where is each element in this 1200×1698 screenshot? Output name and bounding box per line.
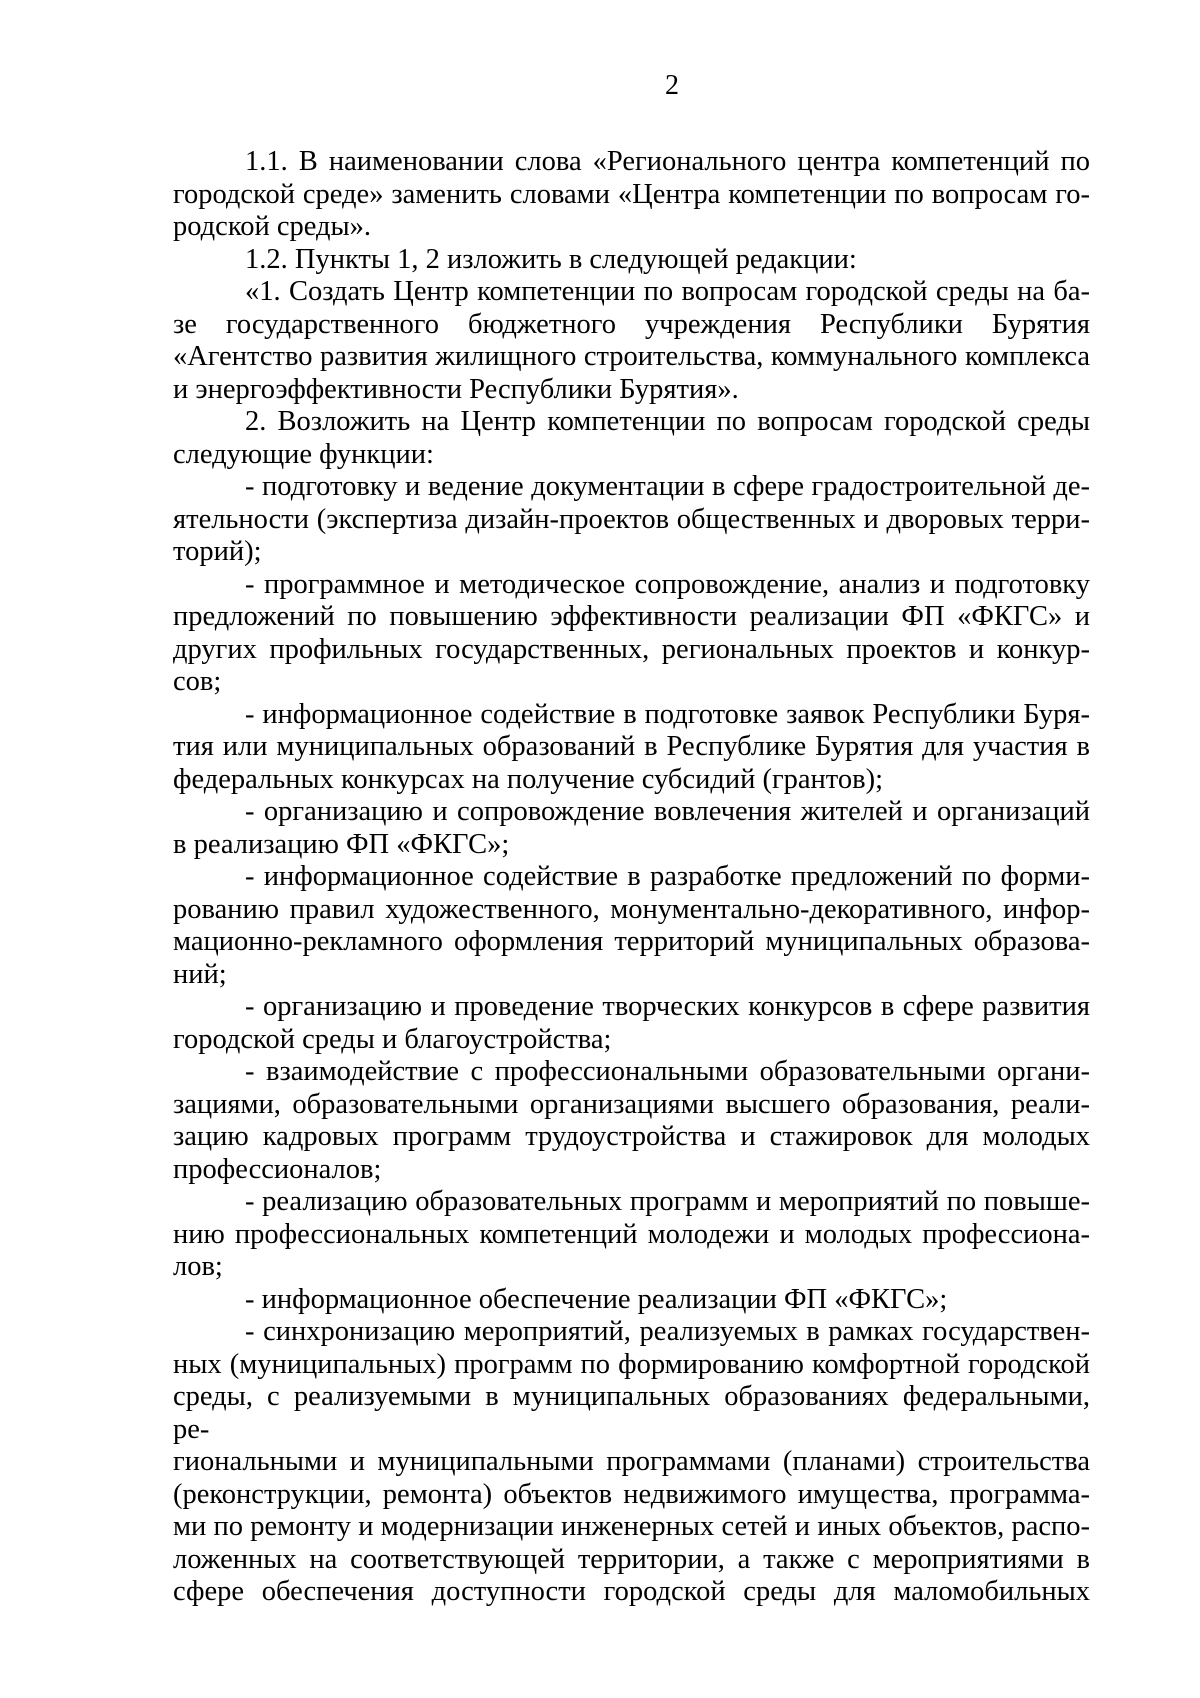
paragraph bbox=[173, 471, 1090, 569]
text-line: 1.1. В наименовании слова «Регионального центра компетенций по bbox=[245, 146, 1090, 177]
paragraph bbox=[173, 1316, 1090, 1609]
text-line: нию профессиональных компетенций молодежи и молодых профессиона- bbox=[173, 1218, 1090, 1250]
paragraph bbox=[173, 699, 1090, 797]
text-line: ятельности (экспертиза дизайн-проектов общественных и дворовых терри- bbox=[173, 503, 1090, 535]
document-body bbox=[173, 146, 1090, 1609]
text-line: - информационное содействие в подготовке заявок Республики Буря- bbox=[245, 698, 1090, 730]
paragraph bbox=[173, 861, 1090, 991]
paragraph bbox=[173, 244, 1090, 277]
paragraph bbox=[173, 146, 1090, 244]
paragraph bbox=[173, 1284, 1090, 1317]
text-line: ложенных на соответствующей территории, а также с мероприятиями в bbox=[173, 1543, 1090, 1575]
text-line: федеральных конкурсах на получение субсидий (грантов); bbox=[173, 763, 883, 795]
text-line: городской среды и благоустройства; bbox=[173, 1023, 612, 1055]
text-line: - информационное содействие в разработке предложений по форми- bbox=[245, 861, 1090, 892]
text-line: - программное и методическое сопровождение, анализ и подготовку bbox=[245, 568, 1090, 600]
text-line: лов; bbox=[173, 1251, 223, 1282]
text-line: (реконструкции, ремонта) объектов недвижимого имущества, программа- bbox=[173, 1478, 1090, 1510]
paragraph bbox=[173, 991, 1090, 1056]
text-line: ний; bbox=[173, 958, 227, 990]
text-line: и энергоэффективности Республики Бурятия». bbox=[173, 373, 739, 405]
text-line: среды, с реализуемыми в муниципальных образованиях федеральными, ре- bbox=[173, 1381, 1090, 1445]
text-line: - организацию и сопровождение вовлечения жителей и организаций bbox=[245, 796, 1090, 827]
text-line: родской среды». bbox=[173, 211, 372, 242]
text-line: профессионалов; bbox=[173, 1153, 382, 1185]
paragraph bbox=[173, 276, 1090, 406]
text-line: других профильных государственных, региональных проектов и конкур- bbox=[173, 633, 1090, 665]
text-line: 2. Возложить на Центр компетенции по вопросам городской среды bbox=[245, 406, 1090, 437]
text-line: зе государственного бюджетного учреждения Республики Бурятия bbox=[173, 308, 1090, 340]
page-number: 2 bbox=[665, 70, 679, 101]
text-line: предложений по повышению эффективности реализации ФП «ФКГС» и bbox=[173, 601, 1090, 632]
text-line: торий); bbox=[173, 536, 262, 567]
paragraph bbox=[173, 1186, 1090, 1284]
text-line: - взаимодействие с профессиональными образовательными органи- bbox=[245, 1056, 1090, 1087]
text-line: сфере обеспечения доступности городской среды для маломобильных bbox=[173, 1576, 1090, 1607]
text-line: «1. Создать Центр компетенции по вопросам городской среды на ба- bbox=[245, 276, 1090, 307]
paragraph bbox=[173, 569, 1090, 699]
paragraph bbox=[173, 406, 1090, 471]
text-line: следующие функции: bbox=[173, 438, 434, 470]
paragraph bbox=[173, 1056, 1090, 1186]
text-line: гиональными и муниципальными программами (планами) строительства bbox=[173, 1446, 1090, 1477]
text-line: ми по ремонту и модернизации инженерных сетей и иных объектов, распо- bbox=[173, 1511, 1090, 1542]
text-line: - информационное обеспечение реализации ФП «ФКГС»; bbox=[245, 1283, 948, 1315]
text-line: «Агентство развития жилищного строительства, коммунального комплекса bbox=[173, 341, 1090, 372]
text-line: тия или муниципальных образований в Республике Бурятия для участия в bbox=[173, 731, 1090, 762]
text-line: мационно-рекламного оформления территорий муниципальных образова- bbox=[173, 926, 1090, 957]
text-line: - организацию и проведение творческих конкурсов в сфере развития bbox=[245, 991, 1090, 1022]
text-line: в реализацию ФП «ФКГС»; bbox=[173, 828, 510, 860]
text-line: - синхронизацию мероприятий, реализуемых в рамках государствен- bbox=[245, 1316, 1090, 1347]
text-line: ных (муниципальных) программ по формированию комфортной городской bbox=[173, 1348, 1090, 1380]
text-line: рованию правил художественного, монументально-декоративного, инфор- bbox=[173, 893, 1090, 925]
text-line: городской среде» заменить словами «Центра компетенции по вопросам го- bbox=[173, 178, 1090, 210]
text-line: зацию кадровых программ трудоустройства и стажировок для молодых bbox=[173, 1121, 1090, 1152]
text-line: 1.2. Пункты 1, 2 изложить в следующей редакции: bbox=[245, 243, 857, 275]
text-line: зациями, образовательными организациями высшего образования, реали- bbox=[173, 1088, 1090, 1120]
text-line: - реализацию образовательных программ и мероприятий по повыше- bbox=[245, 1186, 1090, 1217]
text-line: - подготовку и ведение документации в сфере градостроительной де- bbox=[245, 471, 1090, 502]
paragraph bbox=[173, 796, 1090, 861]
text-line: сов; bbox=[173, 666, 222, 697]
